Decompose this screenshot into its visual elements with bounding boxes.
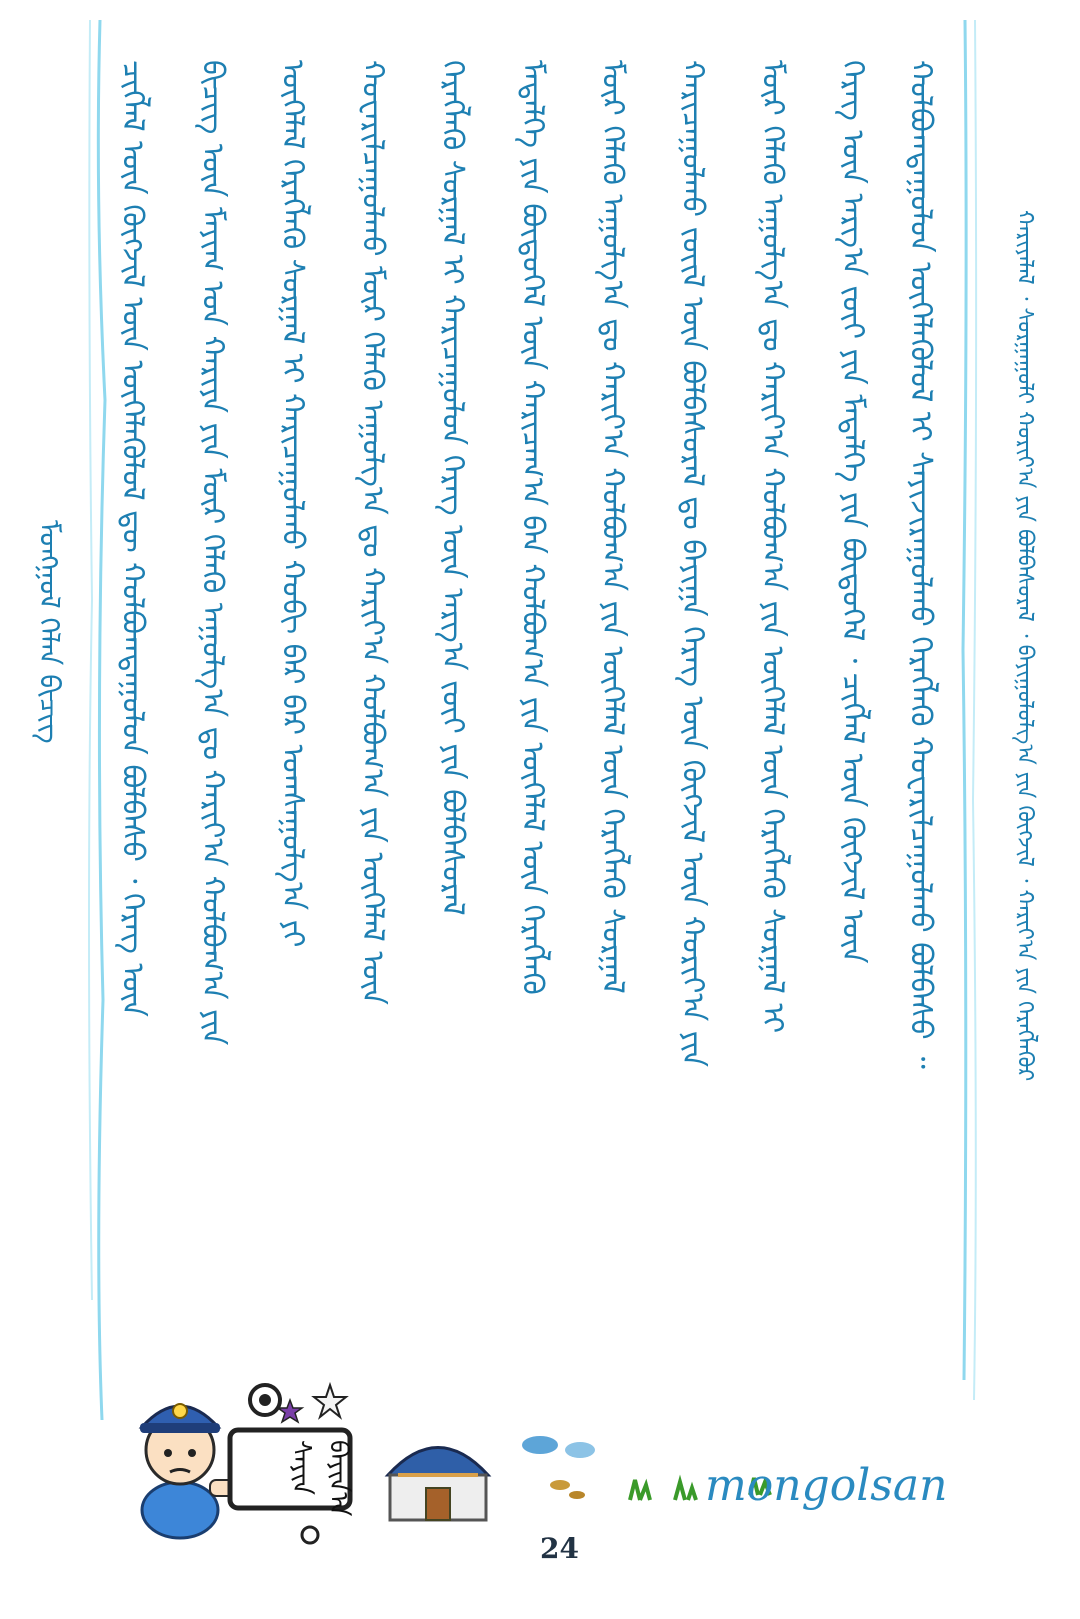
text-column-1: ᠴᠢᠭᠯᠡᠯ ᠦᠨ ᠬᠥᠭᠵᠢᠯ ᠦᠨ ᠦᠭᠡᠯᠡᠭᠦᠯᠦᠯ ᠳᠦ ᠬᠣᠯᠪᠣᠭ᠍ᠳᠠᠭᠤᠯᠤᠨ ᠪᠣᠯᠪᠠᠰᠤ ᠂ ᠬᠡᠷᠡᠭ ᠦᠨ: [115, 60, 150, 1017]
sign-line-1: ᠰᠠᠶᠢᠨ: [286, 1440, 316, 1495]
text-column-10: ᠬᠡᠷᠡᠭ ᠦᠨ ᠠᠷᠭ᠎ᠠ ᠵᠦᠢ ᠶᠢᠨ ᠮᠡᠳᠡᠯᠭᠡ ᠶᠢᠨ ᠪᠦᠲᠦᠭᠡᠯ ᠂ ᠴᠢᠭᠯᠡᠯ ᠦᠨ ᠬᠥᠭᠵᠢᠯ ᠦᠨ: [835, 60, 870, 964]
sign-line-2: ᠪᠠᠶᠢᠨ᠎ᠠ: [323, 1440, 353, 1517]
yurt-icon: [378, 1420, 498, 1530]
text-column-2: ᠪᠢᠴᠢᠭ ᠦᠨ ᠮᠠᠶᠢᠭ ᠤᠨ ᠬᠠᠷᠢᠶᠠ ᠶᠢᠨ ᠮᠥᠷ ᠬᠡᠯᠡᠬᠦ ᠠᠭᠤᠯᠭ᠎ᠠ ᠳᠤ ᠬᠠᠷᠢᠶ᠎ᠠ ᠬᠣᠯᠪᠣᠭ᠎ᠠ ᠶᠢᠨ: [195, 60, 230, 1046]
page-title: ᠮᠣᠩᠭᠣᠯ ᠬᠡᠯᠡᠨ ᠪᠢᠴᠢᠭ: [33, 520, 66, 744]
text-column-7: ᠮᠥᠷ ᠬᠡᠯᠡᠬᠦ ᠠᠭᠤᠯᠭ᠎ᠠ ᠳᠤ ᠬᠠᠷᠢᠶ᠎ᠠ ᠬᠣᠯᠪᠣᠭ᠎ᠠ ᠶᠢᠨ ᠦᠭᠡᠯᠡᠯ ᠦᠨ ᠬᠡᠷᠡᠭᠯᠡᠭᠦ ᠰᠤᠷᠭᠠᠯ: [595, 60, 630, 994]
text-column-8: ᠬᠠᠷᠢᠴᠠᠭᠤᠯᠬᠤ ᠵᠦᠢᠯ ᠦᠨ ᠪᠣᠯᠪᠠᠰᠤᠷᠠᠯ ᠳᠤ ᠪᠠᠶᠢᠭᠠ ᠬᠡᠷᠡᠭ ᠦᠨ ᠬᠥᠭᠵᠢᠯ ᠦᠨ ᠬᠣᠷᠢᠶ᠎ᠠ ᠶᠢᠨ: [675, 60, 710, 1068]
cloud-icon: [515, 1430, 605, 1510]
text-column-3: ᠦᠭᠡᠯᠡᠯ ᠬᠡᠷᠡᠭᠯᠡᠭᠦ ᠰᠤᠷᠭᠠᠯ ᠢ ᠬᠠᠷᠢᠴᠠᠭᠤᠯᠬᠤ ᠬᠤᠪᠢ ᠪᠡᠷ ᠪᠠᠷ ᠤᠭᠰᠠᠭᠤᠯᠭ᠎ᠠ ᠶᠢ: [275, 60, 310, 948]
text-column-9: ᠮᠥᠷ ᠬᠡᠯᠡᠬᠦ ᠠᠭᠤᠯᠭ᠎ᠠ ᠳᠤ ᠬᠠᠷᠢᠶ᠎ᠠ ᠬᠣᠯᠪᠣᠭ᠎ᠠ ᠶᠢᠨ ᠦᠭᠡᠯᠡᠯ ᠦᠨ ᠬᠡᠷᠡᠭᠯᠡᠭᠦ ᠰᠤᠷᠭᠠᠯ ᠢ: [755, 60, 790, 1034]
text-column-6: ᠮᠡᠳᠡᠯᠭᠡ ᠶᠢᠨ ᠪᠦᠲᠦᠭᠡᠯ ᠦᠨ ᠬᠠᠷᠢᠴᠠᠭ᠎ᠠ ᠪᠠᠨ ᠬᠣᠯᠪᠣᠭ᠎ᠠ ᠶᠢᠨ ᠦᠭᠡᠯᠡᠯ ᠦᠨ ᠬᠡᠷᠡᠭᠯᠡᠭᠦ: [515, 60, 550, 995]
text-column-5: ᠬᠡᠷᠡᠭᠯᠡᠭᠦ ᠰᠤᠷᠭᠠᠯ ᠢ ᠬᠠᠷᠢᠴᠠᠭᠤᠯᠤᠨ ᠬᠡᠷᠡᠭ ᠦᠨ ᠠᠷᠭ᠎ᠠ ᠵᠦᠢ ᠶᠢᠨ ᠪᠣᠯᠪᠠᠰᠤᠷᠠᠯ: [435, 60, 470, 916]
text-column-11: ᠬᠣᠯᠪᠣᠭ᠍ᠳᠠᠭᠤᠯᠤᠨ ᠦᠭᠡᠯᠡᠭᠦᠯᠦᠯ ᠢ ᠰᠠᠶᠢᠵᠢᠷᠠᠭᠤᠯᠬᠤ ᠬᠡᠷᠡᠭᠯᠡᠭᠦ ᠬᠤᠸᠠᠷᠢᠯᠴᠠᠭᠤᠯᠬᠤ ᠪᠣᠯᠪᠠᠰᠤ ᠃: [903, 60, 938, 1069]
brand-logo: mongolsan: [705, 1460, 948, 1511]
page-number: 24: [540, 1532, 579, 1565]
text-column-4: ᠬᠤᠸᠠᠷᠢᠯᠴᠠᠭᠤᠯᠬᠤ ᠮᠥᠷ ᠬᠡᠯᠡᠬᠦ ᠠᠭᠤᠯᠭ᠎ᠠ ᠳᠤ ᠬᠠᠷᠢᠶ᠎ᠠ ᠬᠣᠯᠪᠣᠭ᠎ᠠ ᠶᠢᠨ ᠦᠭᠡᠯᠡᠯ ᠦᠨ: [355, 60, 390, 1005]
footer-note: ᠬᠠᠷᠢᠶᠠᠯᠠᠯ ᠂ ᠰᠤᠷᠭᠠᠭᠤᠯᠢ ᠬᠤᠷᠢᠶ᠎ᠠ ᠶᠢᠨ ᠪᠣᠯᠪᠠᠰᠤᠷᠠᠯ ᠂ ᠪᠠᠶᠢᠭᠤᠯᠤᠯᠭ᠎ᠠ ᠶᠢᠨ ᠬᠥᠭᠵᠢᠯ ᠂ ᠬᠠᠷᠢᠶ᠎ᠠ ᠶᠢᠨ ᠬᠡᠷᠡᠭᠯᠡᠭᠦᠷ: [1012, 210, 1037, 1082]
